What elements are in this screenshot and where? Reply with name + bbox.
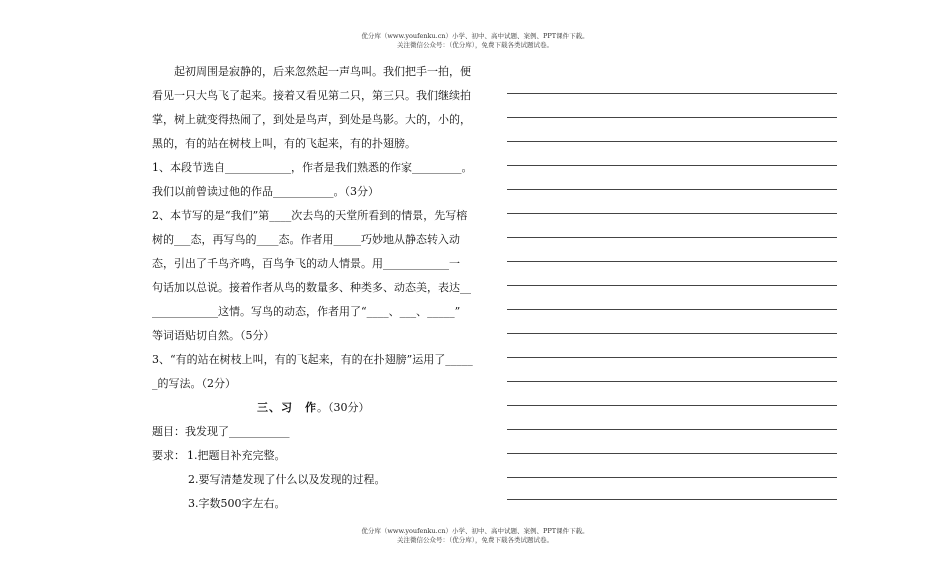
writing-line xyxy=(507,333,837,334)
footer-line-1: 优分库（www.youfenku.cn）小学、初中、高中试题、案例、PPT课件下载。 xyxy=(361,527,589,535)
header-line-1: 优分库（www.youfenku.cn）小学、初中、高中试题、案例、PPT课件下载。 xyxy=(361,32,589,40)
writing-line xyxy=(507,165,837,166)
page-footer xyxy=(0,527,950,545)
question-2-line: 等词语贴切自然。（5分） xyxy=(152,329,275,342)
writing-line xyxy=(507,453,837,454)
page-header xyxy=(0,32,950,50)
composition-title-bold: 三、习 作 xyxy=(257,401,317,414)
writing-line xyxy=(507,213,837,214)
question-2-line: 态，引出了千鸟齐鸣，百鸟争飞的动人情景。用____________一 xyxy=(152,257,460,270)
composition-requirement-2: 2.要写清楚发现了什么以及发现的过程。 xyxy=(188,473,386,486)
writing-line xyxy=(507,477,837,478)
writing-line xyxy=(507,237,837,238)
passage-line: 看见一只大鸟飞了起来。接着又看见第二只，第三只。我们继续拍 xyxy=(152,89,471,102)
question-1-line: 1、本段节选自____________，作者是我们熟悉的作家_________。 xyxy=(152,161,473,174)
composition-title xyxy=(152,396,492,420)
question-1-line: 我们以前曾读过他的作品___________。（3分） xyxy=(152,185,379,198)
passage-line: 掌，树上就变得热闹了，到处是鸟声，到处是鸟影。大的，小的， xyxy=(152,113,471,126)
requirement-label: 要求： xyxy=(152,449,185,462)
requirement-1-text: 1.把题目补充完整。 xyxy=(187,449,286,462)
question-2-line: 树的___态，再写鸟的____态。作者用_____巧妙地从静态转入动 xyxy=(152,233,460,246)
composition-requirement-3: 3.字数500字左右。 xyxy=(188,497,286,510)
writing-line xyxy=(507,309,837,310)
footer-line-2: 关注微信公众号：（优分库），免费下载各类试题试卷。 xyxy=(397,536,553,544)
header-line-2: 关注微信公众号：（优分库），免费下载各类试题试卷。 xyxy=(397,41,553,49)
question-3-line: 3、“有的站在树枝上叫，有的飞起来，有的在扑翅膀”运用了_____ xyxy=(152,353,473,366)
writing-line xyxy=(507,93,837,94)
question-2-line: ____________这情。写鸟的动态，作者用了“____、___、_____” xyxy=(152,305,461,318)
passage-line: 起初周围是寂静的，后来忽然起一声鸟叫。我们把手一拍，便 xyxy=(174,65,471,78)
composition-topic: 题目：我发现了___________ xyxy=(152,425,290,438)
exam-content xyxy=(152,60,492,516)
passage-line: 黑的，有的站在树枝上叫，有的飞起来，有的扑翅膀。 xyxy=(152,137,416,150)
question-3-line: _的写法。（2分） xyxy=(152,377,236,390)
composition-requirement-1 xyxy=(152,444,492,468)
writing-line xyxy=(507,261,837,262)
writing-line xyxy=(507,357,837,358)
writing-line xyxy=(507,405,837,406)
writing-line xyxy=(507,499,837,500)
question-2-line: 2、本节写的是“我们”第____次去鸟的天堂所看到的情景，先写榕 xyxy=(152,209,468,222)
writing-line xyxy=(507,429,837,430)
writing-line xyxy=(507,117,837,118)
composition-title-score: 。（30分） xyxy=(317,401,370,414)
writing-line xyxy=(507,189,837,190)
writing-line xyxy=(507,141,837,142)
question-2-line: 句话加以总说。接着作者从鸟的数量多、种类多、动态美，表达__ xyxy=(152,281,471,294)
writing-line xyxy=(507,381,837,382)
writing-line xyxy=(507,285,837,286)
